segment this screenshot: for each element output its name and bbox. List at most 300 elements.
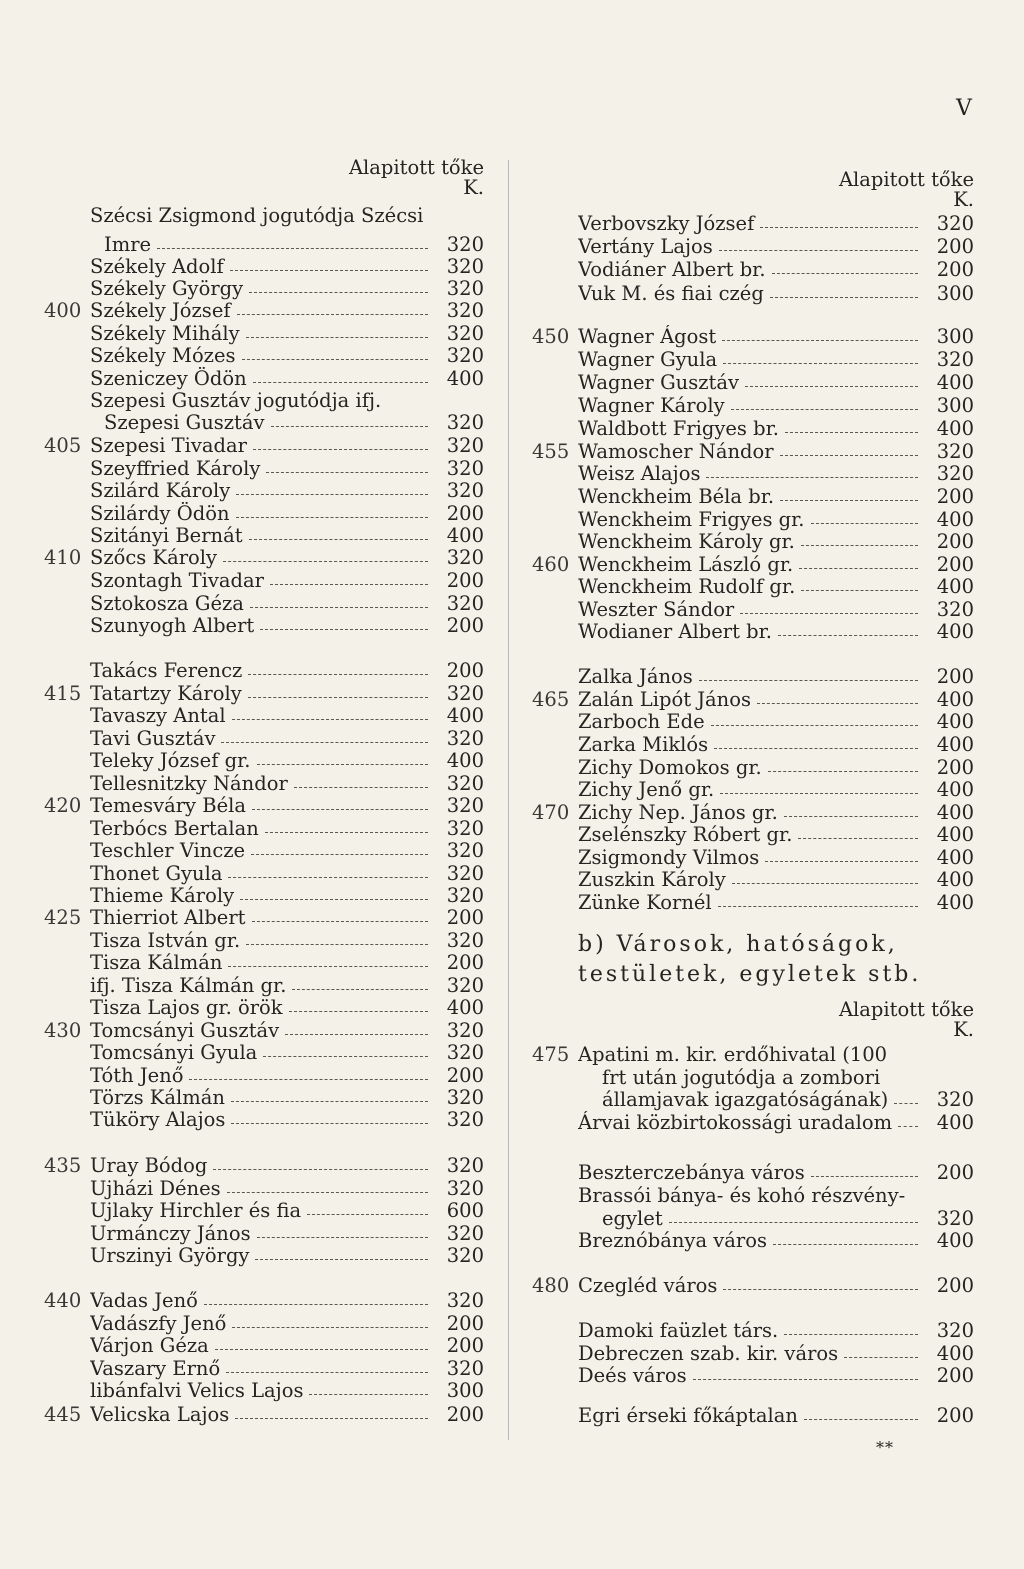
leader-dots xyxy=(811,1161,918,1177)
entry-name-text: Tüköry Alajos xyxy=(90,1108,226,1131)
entry-name-text: Vadászfy Jenő xyxy=(90,1312,227,1335)
entry-name xyxy=(90,929,434,952)
entry-number: 480 xyxy=(532,1274,570,1297)
leader-dots xyxy=(248,682,428,698)
entry-name-text: Teschler Vincze xyxy=(90,839,246,862)
section-heading-line: b) Városok, hatóságok, xyxy=(578,932,898,957)
entry-row xyxy=(44,434,484,457)
entry-name xyxy=(90,1334,434,1357)
entry-row xyxy=(44,233,484,256)
entry-row xyxy=(532,1404,974,1427)
entry-name xyxy=(578,778,924,801)
entry-name-text: Sztokosza Géza xyxy=(90,592,244,615)
entry-name xyxy=(90,951,434,974)
entry-row xyxy=(44,204,484,227)
leader-dots xyxy=(235,1403,428,1419)
entry-name-text: Tavi Gusztáv xyxy=(90,727,216,750)
entry-capital: 320 xyxy=(446,411,484,434)
entry-name-text: Deés város xyxy=(578,1364,687,1387)
leader-dots xyxy=(249,524,428,540)
entry-name-text: frt után jogutódja a zombori xyxy=(602,1066,881,1089)
leader-dots xyxy=(228,951,428,967)
entry-capital: 320 xyxy=(446,1041,484,1064)
entry-row xyxy=(44,1222,484,1245)
entry-name xyxy=(90,794,434,817)
entry-capital: 320 xyxy=(936,598,974,621)
entry-name xyxy=(90,1154,434,1177)
entry-capital: 320 xyxy=(936,1088,974,1111)
entry-name xyxy=(578,394,924,417)
entry-name-text: Szontagh Tivadar xyxy=(90,569,264,592)
entry-capital: 400 xyxy=(936,575,974,598)
entry-row xyxy=(532,1364,974,1387)
entry-name xyxy=(104,411,434,434)
entry-row xyxy=(532,1111,974,1134)
entry-name xyxy=(578,801,924,824)
entry-capital: 200 xyxy=(446,951,484,974)
entry-capital: 320 xyxy=(446,817,484,840)
entry-number: 450 xyxy=(532,325,570,348)
entry-row xyxy=(44,1334,484,1357)
entry-name-text: Teleky József gr. xyxy=(90,749,251,772)
entry-name-text: Thierriot Albert xyxy=(90,906,246,929)
entry-name xyxy=(90,704,434,727)
leader-dots xyxy=(745,371,918,387)
entry-capital: 400 xyxy=(936,823,974,846)
entry-name xyxy=(90,1086,434,1109)
entry-name-text: Zünke Kornél xyxy=(578,891,712,914)
entry-row xyxy=(532,598,974,621)
entry-row xyxy=(532,235,974,258)
entry-name xyxy=(578,868,924,891)
entry-name xyxy=(578,1404,924,1427)
entry-capital: 400 xyxy=(936,371,974,394)
leader-dots xyxy=(309,1379,428,1395)
entry-name-text: Tomcsányi Gusztáv xyxy=(90,1019,280,1042)
entry-name-text: Wenckheim Frigyes gr. xyxy=(578,508,805,531)
entry-number: 420 xyxy=(44,794,82,817)
entry-name xyxy=(578,508,924,531)
entry-name-text: Tóth Jenő xyxy=(90,1064,184,1087)
entry-capital: 200 xyxy=(446,1334,484,1357)
leader-dots xyxy=(266,457,428,473)
entry-name-text: Waldbott Frigyes br. xyxy=(578,417,779,440)
entry-capital: 200 xyxy=(936,258,974,281)
entry-capital: 200 xyxy=(446,614,484,637)
entry-name-text: Székely Adolf xyxy=(90,255,224,278)
entry-row xyxy=(532,846,974,869)
leader-dots xyxy=(257,1222,428,1238)
entry-name-text: Székely Mózes xyxy=(90,344,236,367)
entry-name xyxy=(90,839,434,862)
column-header xyxy=(839,170,974,210)
entry-row xyxy=(532,823,974,846)
entry-capital: 320 xyxy=(446,839,484,862)
entry-capital: 400 xyxy=(936,508,974,531)
entry-name xyxy=(578,282,924,305)
entry-name xyxy=(90,772,434,795)
entry-row xyxy=(532,710,974,733)
entry-row xyxy=(44,1403,484,1426)
entry-row xyxy=(532,620,974,643)
entry-capital: 320 xyxy=(446,794,484,817)
entry-name-text: libánfalvi Velics Lajos xyxy=(90,1379,304,1402)
leader-dots xyxy=(699,665,918,681)
entry-name-text: Székely György xyxy=(90,277,244,300)
entry-name-text: Szunyogh Albert xyxy=(90,614,255,637)
entry-name-text: Székely József xyxy=(90,299,231,322)
entry-capital: 300 xyxy=(936,282,974,305)
leader-dots xyxy=(232,1312,428,1328)
entry-name xyxy=(90,389,434,412)
entry-row xyxy=(44,1108,484,1131)
entry-name xyxy=(90,1403,434,1426)
leader-dots xyxy=(226,1357,428,1373)
entry-capital: 200 xyxy=(936,665,974,688)
leader-dots xyxy=(215,1334,428,1350)
entry-number: 415 xyxy=(44,682,82,705)
entry-row xyxy=(532,371,974,394)
entry-capital: 200 xyxy=(936,1161,974,1184)
entry-capital: 400 xyxy=(936,710,974,733)
entry-name xyxy=(578,1342,924,1365)
entry-name xyxy=(578,1229,924,1252)
leader-dots xyxy=(669,1207,918,1223)
leader-dots xyxy=(189,1064,428,1080)
entry-row xyxy=(44,569,484,592)
leader-dots xyxy=(252,794,428,810)
entry-capital: 320 xyxy=(446,233,484,256)
entry-row xyxy=(532,1161,974,1184)
entry-name xyxy=(90,524,434,547)
entry-name xyxy=(578,1319,924,1342)
leader-dots xyxy=(257,749,429,765)
entry-capital: 200 xyxy=(936,235,974,258)
section-b-header xyxy=(839,1000,974,1040)
leader-dots xyxy=(292,974,428,990)
entry-row xyxy=(44,277,484,300)
entry-capital: 200 xyxy=(446,1064,484,1087)
entry-row xyxy=(44,704,484,727)
entry-row xyxy=(532,575,974,598)
entry-name xyxy=(90,546,434,569)
entry-name-text: Imre xyxy=(104,233,152,256)
entry-row xyxy=(44,1357,484,1380)
entry-row xyxy=(44,884,484,907)
entry-name xyxy=(578,417,924,440)
entry-number: 470 xyxy=(532,801,570,824)
entry-name-text: Czegléd város xyxy=(578,1274,718,1297)
entry-name xyxy=(578,485,924,508)
leader-dots xyxy=(720,778,918,794)
leader-dots xyxy=(232,704,428,720)
entry-capital: 400 xyxy=(936,620,974,643)
entry-capital: 300 xyxy=(936,394,974,417)
entry-name-text: Wagner Gyula xyxy=(578,348,718,371)
entry-capital: 600 xyxy=(446,1199,484,1222)
entry-capital: 320 xyxy=(446,299,484,322)
entry-name xyxy=(90,974,434,997)
leader-dots xyxy=(263,1041,428,1057)
entry-row xyxy=(532,665,974,688)
entry-capital: 400 xyxy=(936,801,974,824)
entry-row xyxy=(44,1244,484,1267)
entry-row xyxy=(44,344,484,367)
entry-name xyxy=(90,1041,434,1064)
leader-dots xyxy=(798,823,918,839)
entry-row xyxy=(44,322,484,345)
entry-name-text: Árvai közbirtokossági uradalom xyxy=(578,1111,893,1134)
entry-name-text: Szeyffried Károly xyxy=(90,457,261,480)
entry-row xyxy=(44,367,484,390)
leader-dots xyxy=(253,367,428,383)
entry-name xyxy=(90,1108,434,1131)
entry-name xyxy=(90,1312,434,1335)
header-unit: K. xyxy=(463,176,484,199)
leader-dots xyxy=(204,1289,428,1305)
entry-name xyxy=(90,277,434,300)
entry-capital: 320 xyxy=(446,1244,484,1267)
leader-dots xyxy=(265,817,428,833)
entry-number: 410 xyxy=(44,546,82,569)
entry-number: 460 xyxy=(532,553,570,576)
column-header xyxy=(349,158,484,198)
entry-name-text: Weszter Sándor xyxy=(578,598,735,621)
entry-name xyxy=(578,212,924,235)
entry-capital: 400 xyxy=(936,1342,974,1365)
entry-capital: 320 xyxy=(446,682,484,705)
leader-dots xyxy=(237,299,428,315)
leader-dots xyxy=(723,1274,918,1290)
entry-name-text: Szepesi Gusztáv xyxy=(104,411,265,434)
entry-name xyxy=(90,682,434,705)
entry-capital: 320 xyxy=(446,862,484,885)
entry-row xyxy=(44,299,484,322)
entry-row xyxy=(532,553,974,576)
entry-name-text: Uray Bódog xyxy=(90,1154,208,1177)
entry-row xyxy=(44,502,484,525)
entry-row xyxy=(44,592,484,615)
entry-capital: 200 xyxy=(446,659,484,682)
entry-row xyxy=(44,1312,484,1335)
entry-row xyxy=(532,258,974,281)
entry-capital: 400 xyxy=(936,868,974,891)
entry-name xyxy=(578,462,924,485)
entry-row xyxy=(44,411,484,434)
entry-row xyxy=(44,1086,484,1109)
entry-row xyxy=(532,801,974,824)
entry-name xyxy=(578,620,924,643)
column-divider xyxy=(508,160,509,1440)
entry-name-text: Szeniczey Ödön xyxy=(90,367,247,390)
entry-capital: 400 xyxy=(936,891,974,914)
leader-dots xyxy=(285,1019,428,1035)
leader-dots xyxy=(718,891,918,907)
leader-dots xyxy=(785,417,918,433)
entry-name xyxy=(90,479,434,502)
entry-row xyxy=(44,1379,484,1402)
leader-dots xyxy=(249,277,428,293)
entry-row xyxy=(44,974,484,997)
leader-dots xyxy=(898,1111,918,1127)
entry-name xyxy=(90,996,434,1019)
entry-capital: 400 xyxy=(446,749,484,772)
entry-name-text: Tatartzy Károly xyxy=(90,682,242,705)
leader-dots xyxy=(246,322,428,338)
entry-name xyxy=(578,598,924,621)
entry-name-text: Urmánczy János xyxy=(90,1222,251,1245)
entry-row xyxy=(44,794,484,817)
entry-name xyxy=(90,1019,434,1042)
entry-name-text: Wamoscher Nándor xyxy=(578,440,774,463)
entry-name xyxy=(578,665,924,688)
entry-capital: 400 xyxy=(936,1229,974,1252)
entry-capital: 200 xyxy=(446,502,484,525)
leader-dots xyxy=(252,906,429,922)
leader-dots xyxy=(248,659,428,675)
leader-dots xyxy=(731,394,918,410)
entry-name xyxy=(602,1066,924,1089)
leader-dots xyxy=(760,212,918,228)
entry-name xyxy=(90,1199,434,1222)
entry-name-text: Vuk M. és fiai czég xyxy=(578,282,764,305)
entry-name xyxy=(90,1177,434,1200)
entry-number: 430 xyxy=(44,1019,82,1042)
entry-name-text: Vertány Lajos xyxy=(578,235,713,258)
entry-number: 475 xyxy=(532,1043,570,1066)
entry-row xyxy=(44,839,484,862)
entry-name-text: Zarboch Ede xyxy=(578,710,705,733)
leader-dots xyxy=(811,508,918,524)
entry-capital: 320 xyxy=(446,255,484,278)
entry-capital: 400 xyxy=(936,1111,974,1134)
entry-number: 445 xyxy=(44,1403,82,1426)
leader-dots xyxy=(772,258,918,274)
entry-capital: 200 xyxy=(936,553,974,576)
entry-name-text: Ujházi Dénes xyxy=(90,1177,221,1200)
leader-dots xyxy=(228,862,428,878)
entry-row xyxy=(532,1319,974,1342)
entry-name-text: ifj. Tisza Kálmán gr. xyxy=(90,974,287,997)
entry-row xyxy=(44,1064,484,1087)
entry-capital: 320 xyxy=(446,884,484,907)
entry-row xyxy=(532,1207,974,1230)
entry-row xyxy=(532,733,974,756)
entry-row xyxy=(44,996,484,1019)
leader-dots xyxy=(255,1244,428,1260)
entry-capital: 320 xyxy=(446,1154,484,1177)
header-label: Alapitott tőke xyxy=(838,998,974,1021)
entry-name-text: Takács Ferencz xyxy=(90,659,243,682)
entry-name-text: Tisza István gr. xyxy=(90,929,241,952)
entry-name xyxy=(90,457,434,480)
leader-dots xyxy=(230,255,428,271)
leader-dots xyxy=(799,553,918,569)
entry-row xyxy=(44,255,484,278)
header-unit: K. xyxy=(953,1018,974,1041)
entry-row xyxy=(44,929,484,952)
leader-dots xyxy=(260,614,428,630)
leader-dots xyxy=(246,929,428,945)
entry-name-text: Wagner Gusztáv xyxy=(578,371,739,394)
entry-name-text: Szőcs Károly xyxy=(90,546,218,569)
entry-name xyxy=(578,575,924,598)
entry-capital: 200 xyxy=(446,1312,484,1335)
entry-name xyxy=(578,371,924,394)
entry-name xyxy=(90,569,434,592)
entry-name-text: Zichy Jenő gr. xyxy=(578,778,715,801)
entry-name xyxy=(90,1379,434,1402)
entry-capital: 400 xyxy=(936,733,974,756)
entry-name-text: Szilárdy Ödön xyxy=(90,502,230,525)
entry-name xyxy=(90,502,434,525)
entry-number: 400 xyxy=(44,299,82,322)
leader-dots xyxy=(714,733,918,749)
entry-name-text: Zichy Nep. János gr. xyxy=(578,801,778,824)
entry-name-text: Wodianer Albert br. xyxy=(578,620,772,643)
leader-dots xyxy=(236,502,428,518)
leader-dots xyxy=(778,620,918,636)
leader-dots xyxy=(253,434,428,450)
entry-capital: 320 xyxy=(446,322,484,345)
entry-row xyxy=(44,772,484,795)
leader-dots xyxy=(804,1404,918,1420)
leader-dots xyxy=(693,1364,918,1380)
entry-row xyxy=(532,462,974,485)
entry-row xyxy=(532,1342,974,1365)
entry-capital: 300 xyxy=(936,325,974,348)
entry-row xyxy=(44,817,484,840)
entry-name xyxy=(578,1161,924,1184)
entry-name xyxy=(90,614,434,637)
leader-dots xyxy=(773,1229,918,1245)
entry-capital: 320 xyxy=(446,929,484,952)
entry-row xyxy=(532,212,974,235)
leader-dots xyxy=(801,575,918,591)
leader-dots xyxy=(157,233,428,249)
entry-row xyxy=(532,868,974,891)
entry-capital: 200 xyxy=(446,1403,484,1426)
entry-name xyxy=(578,235,924,258)
leader-dots xyxy=(780,440,918,456)
footer-stars: ** xyxy=(876,1438,894,1457)
entry-name-text: Tisza Kálmán xyxy=(90,951,223,974)
entry-name xyxy=(90,299,434,322)
entry-name-text: Vadas Jenő xyxy=(90,1289,198,1312)
entry-capital: 200 xyxy=(936,1404,974,1427)
entry-name-text: Temesváry Béla xyxy=(90,794,246,817)
entry-name-text: Thieme Károly xyxy=(90,884,235,907)
entry-row xyxy=(44,524,484,547)
entry-name xyxy=(90,727,434,750)
entry-capital: 400 xyxy=(446,704,484,727)
entry-capital: 400 xyxy=(446,524,484,547)
section-heading-b xyxy=(578,930,974,990)
entry-capital: 400 xyxy=(936,846,974,869)
entry-name-text: Beszterczebánya város xyxy=(578,1161,805,1184)
entry-capital: 320 xyxy=(446,344,484,367)
entry-capital: 320 xyxy=(936,462,974,485)
entry-name xyxy=(578,756,924,779)
entry-row xyxy=(44,479,484,502)
entry-name-text: Wenckheim László gr. xyxy=(578,553,794,576)
entry-name xyxy=(578,325,924,348)
entry-capital: 200 xyxy=(936,1274,974,1297)
entry-name xyxy=(578,440,924,463)
leader-dots xyxy=(765,846,918,862)
header-label: Alapitott tőke xyxy=(348,156,484,179)
entry-row xyxy=(44,659,484,682)
